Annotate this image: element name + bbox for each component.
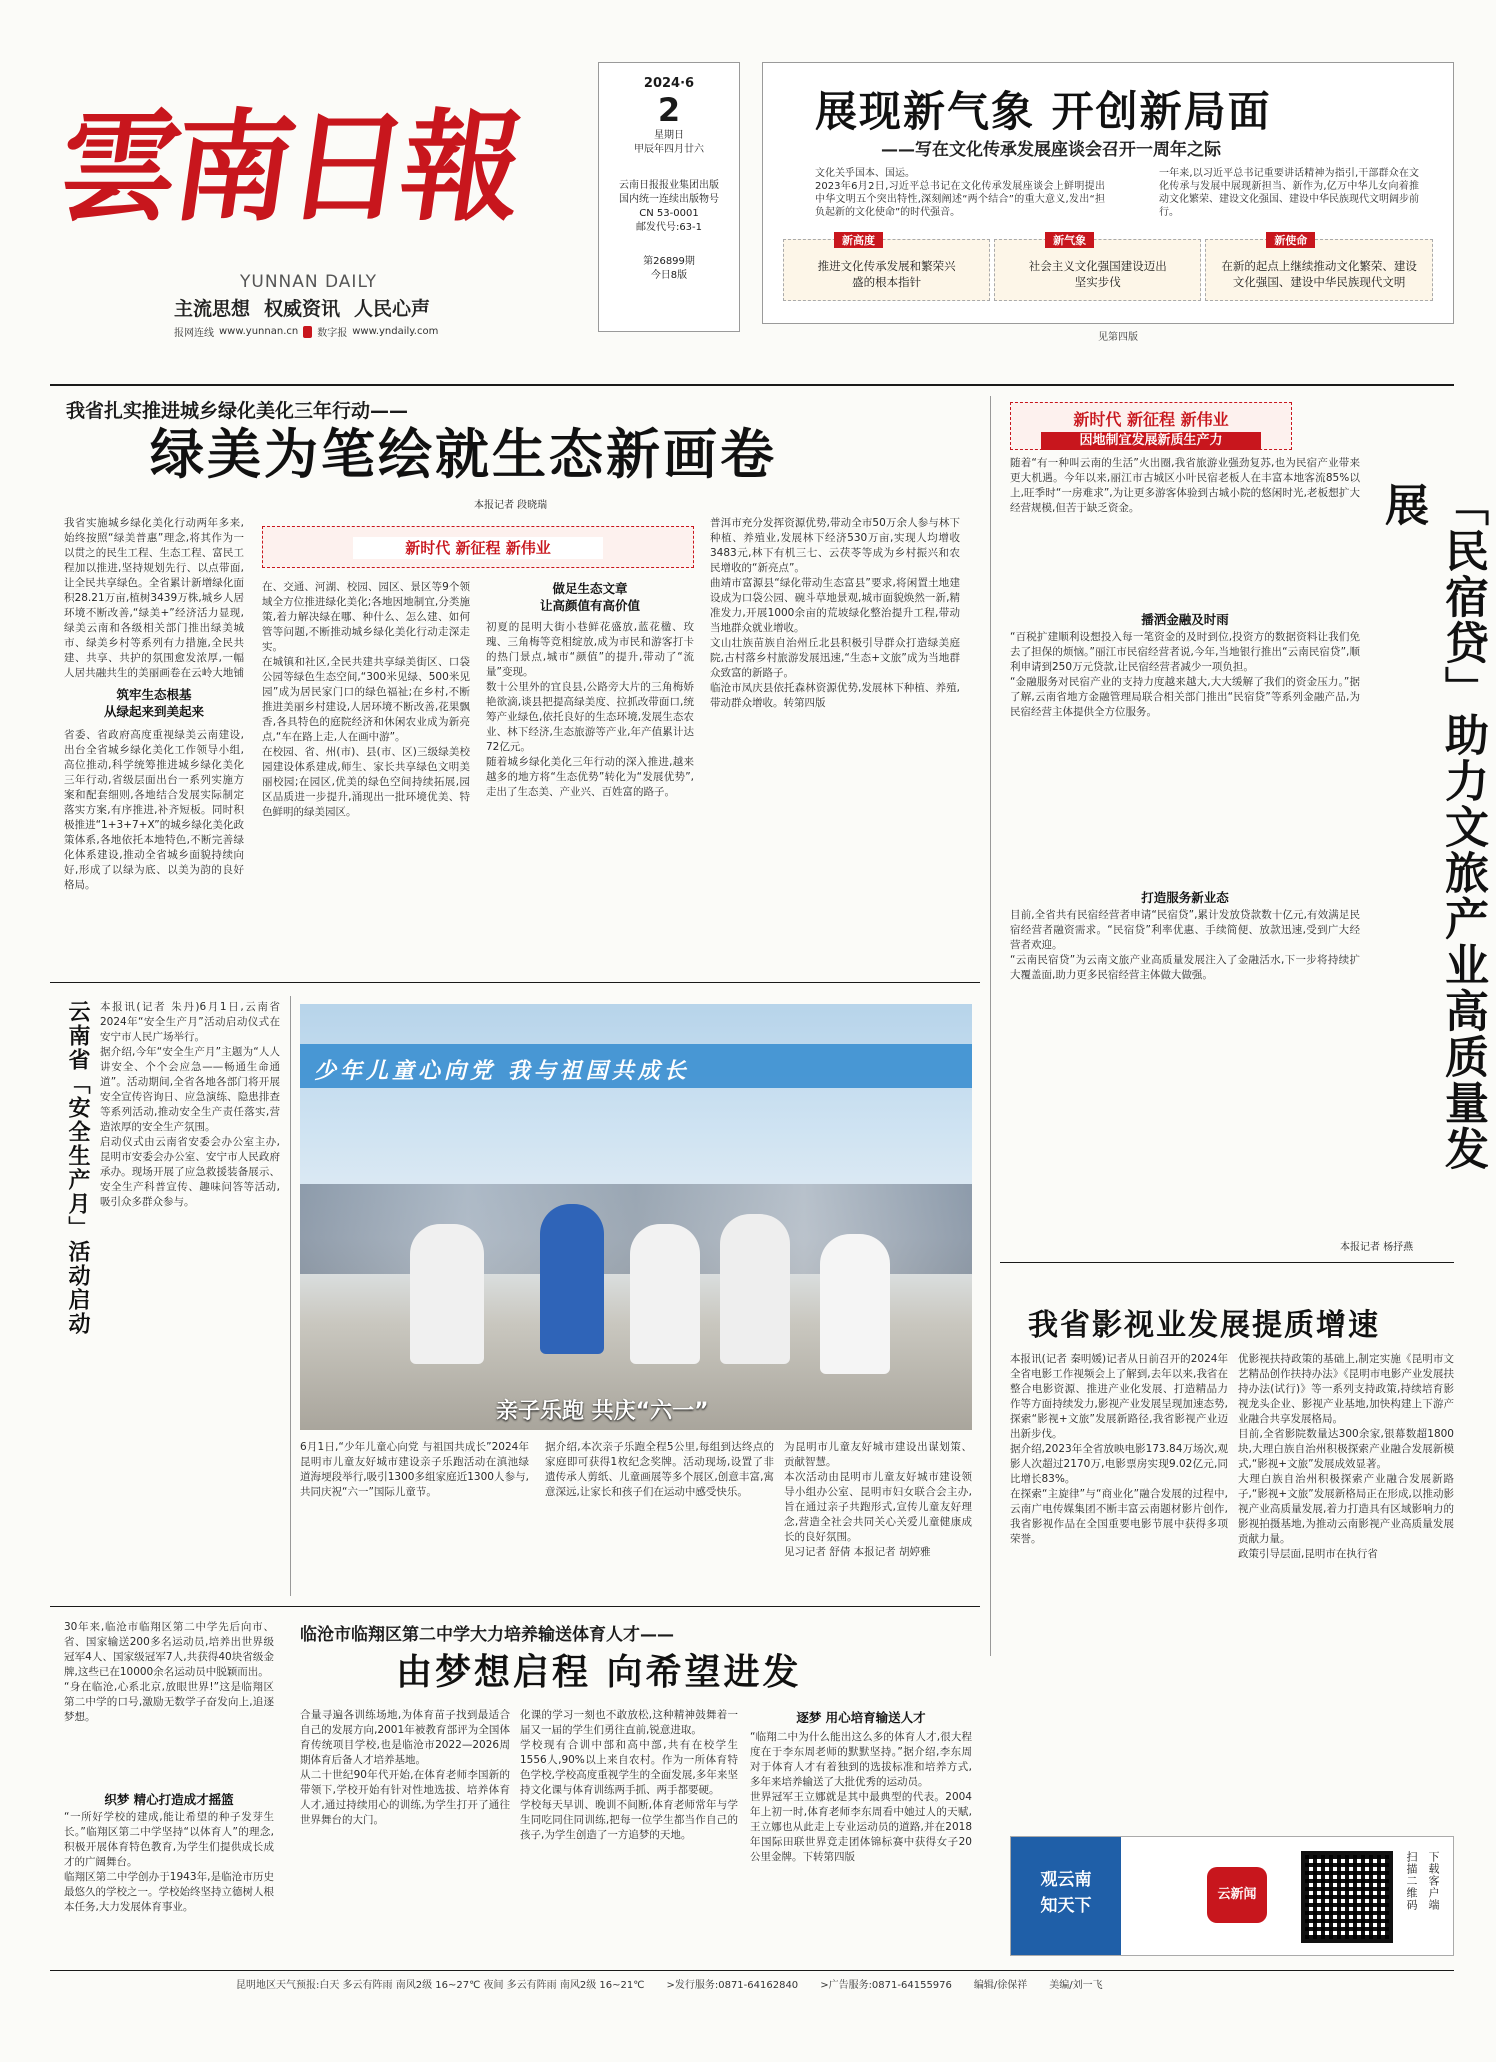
tag-card[interactable] (783, 234, 990, 301)
school-sub-3: 逐梦 用心培育输送人才 (796, 1710, 926, 1725)
english-name: YUNNAN DAILY (240, 272, 378, 292)
side-sub-2: 打造服务新业态 (1141, 890, 1229, 905)
tag-label: 新使命 (1266, 232, 1315, 248)
tag-card[interactable] (1205, 234, 1433, 301)
cn-label: 国内统一连续出版物号 (619, 194, 719, 205)
qr-label-2: 下载客户端 (1427, 1851, 1440, 1911)
footer (236, 1976, 1436, 1991)
promo-line-1: 观云南 (1040, 1870, 1092, 1890)
safety-body: 本报讯(记者 朱丹)6月1日,云南省2024年“安全生产月”活动启动仪式在安宁市人民广场举行。 据介绍,今年“安全生产月”主题为“人人讲安全、个个会应急——畅通生命通道”。活动期间,全省各地各部门将开展安全宣传咨询日、应急演练、隐患排查等系列活动,推动安全生产责任落实,营造浓厚的安全生产氛围。 启动仪式由云南省安委会办公室主办,昆明市安委会办公室、安宁市人民政府承办。现场开展了应急救援装备展示、安全生产科普宣传、趣味问答等活动,吸引众多群众参与。 (100, 1001, 280, 1208)
postal-code: 邮发代号:63-1 (635, 222, 703, 233)
side-banner-text: 新时代 新征程 新伟业 (1073, 410, 1229, 429)
child-runner (630, 1224, 700, 1364)
film-col-2: 优影视扶持政策的基础上,制定实施《昆明市文艺精品创作扶持办法》《昆明市电影产业发展扶持办法(试行)》等一系列支持政策,持续培育影视龙头企业、影视产业基地,加快构建上下游产业融合共享发展格局。 目前,全省影院数量达300余家,银幕数超1800块,大理白族自治州积极探索产业融合发展新模式,“影视+文旅”发展成效显著。 大理白族自治州积极探索产业融合发展新路子,“影视+文旅”发展新格局正在形成,以推动影视产业高质量发展,着力打造具有区域影响力的影视拍摄基地,为推动云南影视产业高质量发展贡献力量。 政策引导层面,昆明市在执行省 (1238, 1353, 1454, 1560)
child-runner (720, 1214, 790, 1364)
school-col-1b: “一所好学校的建成,能让希望的种子发芽生长。”临翔区第二中学坚持“以体育人”的理念,积极开展体育特色教育,为学生们提供成长成才的广阔舞台。 临翔区第二中学创办于1943年,是临沧市历史最悠久的学校之一。学校始终坚持立德树人根本任务,大力发展体育事业。 (64, 1811, 274, 1913)
safety-divider (290, 996, 291, 1596)
lead-col-1: 我省实施城乡绿化美化行动两年多来,始终按照“绿美普惠”理念,将其作为一以贯之的民生工程、生态工程、富民工程加以推进,坚持规划先行、以点带面,让全民共享绿色。全省累计新增绿化面积28.21万亩,植树3439万株,城乡人居环境不断改善,“绿美+”经济活力显现,绿美云南和各级相关部门推出绿美城市、绿美乡村等系列有力措施,全民共建、共享、共护的氛围愈发浓厚,一幅人居共融共生的美丽画卷在云岭大地铺 (64, 517, 244, 679)
digital-icon (303, 326, 312, 338)
footer-rule (50, 1970, 1454, 1971)
slogan-2: 权威资讯 (264, 298, 341, 320)
digital-link[interactable]: www.yndaily.com (352, 326, 439, 337)
school-kicker: 临沧市临翔区第二中学大力培养输送体育人才—— (300, 1625, 674, 1645)
app-logo (1207, 1867, 1267, 1923)
tag-label: 新高度 (834, 232, 883, 248)
kids-run-photo[interactable] (300, 1004, 972, 1430)
masthead (50, 44, 590, 339)
cn-number: CN 53-0001 (639, 208, 699, 219)
issue-info (598, 62, 740, 332)
page-count: 今日8版 (650, 270, 688, 281)
issue-weekday: 星期日 (654, 130, 684, 141)
lead-sub-1: 筑牢生态根基 从绿起来到美起来 (103, 687, 204, 719)
mid-bottom-rule (50, 1606, 980, 1607)
photo-caption-left: 6月1日,“少年儿童心向党 与祖国共成长”2024年昆明市儿童友好城市建设亲子乐跑活动在滇池绿道海埂段举行,吸引1300多组家庭近1300人参与,共同庆祝“六一”国际儿童节。 据介绍,本次亲子乐跑全程5公里,每组到达终点的家庭即可获得1枚纪念奖牌。活动现场,设置了非遗传承人剪纸、儿童画展等多个展区,创意丰富,寓意深远,让家长和孩子们在运动中感受快乐。 (300, 1441, 774, 1498)
slogan-1: 主流思想 (174, 298, 251, 320)
top-feature-subtitle: ——写在文化传承发展座谈会召开一周年之际 (881, 140, 1221, 160)
distribution-service: >发行服务:0871-64162840 (666, 1980, 799, 1991)
issue-number: 第26899期 (643, 256, 695, 267)
app-logo-text: 云新闻 (1217, 1887, 1257, 1902)
website-line (174, 324, 438, 339)
qr-code[interactable] (1301, 1851, 1393, 1943)
side-banner (1010, 402, 1292, 450)
school-col-2: 合量寻遍各训练场地,为体育苗子找到最适合自己的发展方向,2001年被教育部评为全国体育传统项目学校,也是临沧市2022—2026周期体育后备人才培养基地。 从二十世纪90年代开始,在体育老师李国新的带领下,学校开始有针对性地选拔、培养体育人才,通过持续用心的训练,为学生打开了通往世界舞台的大门。 (300, 1709, 510, 1826)
lead-kicker: 我省扎实推进城乡绿化美化三年行动—— (66, 400, 409, 422)
editor-credit: 编辑/徐保祥 (973, 1980, 1028, 1991)
header-divider (50, 384, 1454, 386)
top-feature-body-left: 文化关乎国本、国运。 2023年6月2日,习近平总书记在文化传承发展座谈会上鲜明提出中华文明五个突出特性,深刻阐述“两个结合”的重大意义,发出“担负起新的文化使命”的时代强音。 (815, 168, 1105, 218)
promo-box[interactable] (1010, 1836, 1454, 1956)
lead-banner (262, 526, 694, 568)
lead-col-1b: 省委、省政府高度重视绿美云南建设,出台全省城乡绿化美化工作领导小组,高位推动,科学统筹推进城乡绿化美化三年行动,省级层面出台一系列实施方案和配套细则,各地结合发展实际制定落实方案,有序推进,补齐短板。同时积极推进“1+3+7+X”的城乡绿化美化政策体系,各地依托本地特色,不断完善绿化体系建设,推动全省城乡面貌持续向好,形成了以绿为底、以美为韵的良好格局。 (64, 729, 244, 891)
tag-text: 在新的起点上继续推动文化繁荣、建设文化强国、建设中华民族现代文明 (1221, 259, 1417, 289)
slogan-3: 人民心声 (354, 298, 431, 320)
lead-byline: 本报记者 段晓瑞 (474, 500, 548, 511)
child-runner (820, 1234, 890, 1374)
tag-card[interactable] (994, 234, 1201, 301)
column-divider (990, 396, 991, 1656)
issue-date: 2024·6 (643, 76, 695, 91)
side-col-1: 随着“有一种叫云南的生活”火出圈,我省旅游业强劲复苏,也为民宿产业带来更大机遇。今年以来,丽江市古城区小叶民宿老板人在丰富本地客流85%以上,旺季时“一房难求”,为让更多游客体验到古城小院的悠闲时光,老板想扩大经营规模,但苦于缺乏资金。 (1010, 457, 1360, 514)
side-subbanner: 因地制宜发展新质生产力 (1041, 432, 1261, 450)
side-byline: 本报记者 杨抒燕 (1340, 1242, 1414, 1253)
film-headline[interactable]: 我省影视业发展提质增速 (1028, 1308, 1380, 1343)
slogans (174, 294, 430, 321)
lead-banner-text: 新时代 新征程 新伟业 (353, 537, 603, 559)
safety-vertical-title[interactable]: 云南省「安全生产月」活动启动 (65, 1000, 90, 1336)
school-col-4: “临翔二中为什么能出这么多的体育人才,很大程度在于李东周老师的默默坚持。”据介绍,李东周对于体育人才有着独到的选拔标准和培养方式,多年来培养输送了大批优秀的运动员。 世界冠军王立娜就是其中最典型的代表。2004年上初一时,体育老师李东周看中她过人的天赋,王立娜也从此走上专业运动员的道路,并在2018年国际田联世界竞走团体锦标赛中获得女子20公里金牌。下转第四版 (750, 1731, 972, 1863)
top-feature-tags (783, 234, 1433, 301)
promo-line-2: 知天下 (1040, 1896, 1092, 1916)
lead-col-4: 普洱市充分发挥资源优势,带动全市50万余人参与林下种植、养殖业,发展林下经济530万亩,实现人均增收3483元,林下有机三七、云茯苓等成为乡村振兴和农民增收的“新亮点”。 曲靖市富源县“绿化带动生态富县”要求,将闲置土地建设成为口袋公园、碗斗草地景观,城市面貌焕然一新,精准发力,开展1000余亩的荒坡绿化整治提升工程,带动当地群众就业增收。 文山壮族苗族自治州丘北县积极引导群众打造绿美庭院,古村落乡村旅游发展迅速,“生态+文旅”成为当地群众致富的新路子。 临沧市凤庆县依托森林资源优势,发展林下种植、养殖,带动群众增收。转第四版 (710, 517, 960, 709)
tag-label: 新气象 (1045, 232, 1094, 248)
school-col-1: 30年来,临沧市临翔区第二中学先后向市、省、国家输送200多名运动员,培养出世界级冠军4人、国家级冠军7人,共获得40块省级金牌,这些已在10000余名运动员中脱颖而出。 “身在临沧,心系北京,放眼世界!”这是临翔区第二中学的口号,激励无数学子奋发向上,追逐梦想。 (64, 1621, 274, 1723)
side-vertical-title[interactable]: 「民宿贷」助力文旅产业高质量发展 (1377, 482, 1488, 1172)
top-feature-body-right: 一年来,以习近平总书记重要讲话精神为指引,干部群众在文化传承与发展中展现新担当、新作为,亿万中华儿女向着推动文化繁荣、建设文化强国、建设中华民族现代文明阔步前行。 (1159, 168, 1419, 218)
ad-service: >广告服务:0871-64155976 (820, 1980, 952, 1991)
film-col-1: 本报讯(记者 秦明媛)记者从日前召开的2024年全省电影工作视频会上了解到,去年以来,我省在整合电影资源、推进产业化发展、打造精品力作等方面持续发力,影视产业发展呈现加速态势,探索“影视+文旅”发展新路径,我省影视产业迈出新步伐。 据介绍,2023年全省放映电影173.84万场次,观影人次超过2170万,电影票房实现9.02亿元,同比增长83%。 在探索“主旋律”与“商业化”融合发展的过程中,云南广电传媒集团不断丰富云南题材影片创作,我省影视作品在全国重要电影节展中获得多项荣誉。 (1010, 1353, 1228, 1545)
lead-headline[interactable]: 绿美为笔绘就生态新画卷 (150, 423, 777, 486)
website-link[interactable]: www.yunnan.cn (219, 326, 299, 337)
lead-col-2: 在、交通、河湖、校园、园区、景区等9个领域全方位推进绿化美化;各地因地制宜,分类施策,着力解决绿在哪、种什么、怎么建、如何管等问题,不断推动城乡绿化美化行动走深走实。 在城镇和社区,全民共建共享绿美街区、口袋公园等绿色生态空间,“300米见绿、500米见园”成为居民家门口的绿色福祉;在乡村,不断推进美丽乡村建设,人居环境不断改善,花果飘香,各具特色的庭院经济和休闲农业成为新亮点,“车在路上走,人在画中游”。 在校园、省、州(市)、县(市、区)三级绿美校园建设体系建成,师生、家长共享绿色文明美丽校园;在园区,优美的绿色空间持续拓展,园区品质进一步提升,涌现出一批环境优美、特色鲜明的绿美园区。 (262, 581, 470, 818)
photo-caption-title: 亲子乐跑 共庆“六一” (496, 1399, 709, 1424)
photo-caption-right: 为昆明市儿童友好城市建设出谋划策、贡献智慧。 本次活动由昆明市儿童友好城市建设领导小组办公室、昆明市妇女联合会主办,旨在通过亲子共跑形式,宣传儿童友好理念,营造全社会共同关心关爱儿童健康成长的良好氛围。 见习记者 舒倩 本报记者 胡婷雅 (784, 1441, 972, 1558)
website-label: 报网连线 (174, 328, 214, 339)
designer-credit: 美编/刘一飞 (1049, 1980, 1103, 1991)
school-sub-1: 织梦 精心打造成才摇篮 (104, 1792, 234, 1807)
tag-text: 推进文化传承发展和繁荣兴盛的根本指针 (817, 259, 956, 289)
issue-day: 2 (657, 91, 681, 129)
side-col-1b: “百税扩建顺利设想投入每一笔资金的及时到位,投资方的数据资料让我们免去了担保的烦恼。”丽江市民宿经营者说,今年,当地银行推出“云南民宿贷”,顺利申请到250万元贷款,让民宿经营者减少一项负担。 “金融服务对民宿产业的支持力度越来越大,大大缓解了我们的资金压力。”据了解,云南省地方金融管理局联合相关部门推出“民宿贷”等系列金融产品,为民宿经营主体提供全方位服务。 (1010, 631, 1360, 718)
weather-forecast: 昆明地区天气预报:白天 多云有阵雨 南风2级 16~27℃ 夜间 多云有阵雨 南风2级 16~21℃ (236, 1980, 645, 1991)
lead-bottom-rule (50, 982, 980, 983)
see-page-note: 见第四版 (1098, 332, 1138, 343)
child-runner (540, 1204, 604, 1354)
school-col-3: 化课的学习一刻也不敢放松,这种精神鼓舞着一届又一届的学生们勇往直前,锐意进取。 学校现有合训中部和高中部,共有在校学生1556人,90%以上来自农村。作为一所体育特色学校,学校高度重视学生的全面发展,多年来坚持文化课与体育训练两手抓、两手都要硬。 学校每天早训、晚训不间断,体育老师常年与学生同吃同住同训练,把每一位学生都当作自己的孩子,为学生创造了一方追梦的天地。 (520, 1709, 738, 1841)
school-headline[interactable]: 由梦想启程 向希望进发 (396, 1652, 802, 1693)
lead-col-3: 初夏的昆明大街小巷鲜花盛放,蓝花楹、玫瑰、三角梅等竞相绽放,成为市民和游客打卡的热门景点,城市“颜值”的提升,带动了“流量”变现。 数十公里外的宜良县,公路旁大片的三角梅娇艳欲滴,谈县把提高绿美度、拉抓改带面口,统筹产业绿色,依托良好的生态环境,发展生态农业、林下经济,生态旅游等产业,年产值累计达72亿元。 随着城乡绿化美化三年行动的深入推进,越来越多的地方将“生态优势”转化为“发展优势”,走出了生态美、产业兴、百姓富的路子。 (486, 621, 694, 798)
child-runner (410, 1224, 484, 1364)
newspaper-logo: 雲南日報 (50, 97, 526, 238)
promo-slogan (1011, 1837, 1121, 1955)
photo-banner-text: 少年儿童心向党 我与祖国共成长 (314, 1059, 690, 1084)
top-feature-title[interactable]: 展现新气象 开创新局面 (815, 87, 1272, 136)
issue-lunar: 甲辰年四月廿六 (634, 144, 704, 155)
publisher: 云南日报报业集团出版 (619, 180, 719, 191)
tag-text: 社会主义文化强国建设迈出坚实步伐 (1028, 259, 1167, 289)
lead-col3-title: 做足生态文章 让高颜值有高价值 (539, 581, 640, 613)
side-bottom-rule (1000, 1262, 1454, 1263)
side-col-1c: 目前,全省共有民宿经营者申请“民宿贷”,累计发放贷款数十亿元,有效满足民宿经营者融资需求。“民宿贷”利率优惠、手续简便、放款迅速,受到广大经营者欢迎。 “云南民宿贷”为云南文旅产业高质量发展注入了金融活水,下一步将持续扩大覆盖面,助力更多民宿经营主体做大做强。 (1010, 909, 1360, 981)
qr-label: 扫描二维码 (1405, 1851, 1418, 1911)
side-sub-1: 播洒金融及时雨 (1141, 612, 1229, 627)
top-feature (762, 62, 1454, 324)
digital-label: 数字报 (317, 328, 348, 339)
